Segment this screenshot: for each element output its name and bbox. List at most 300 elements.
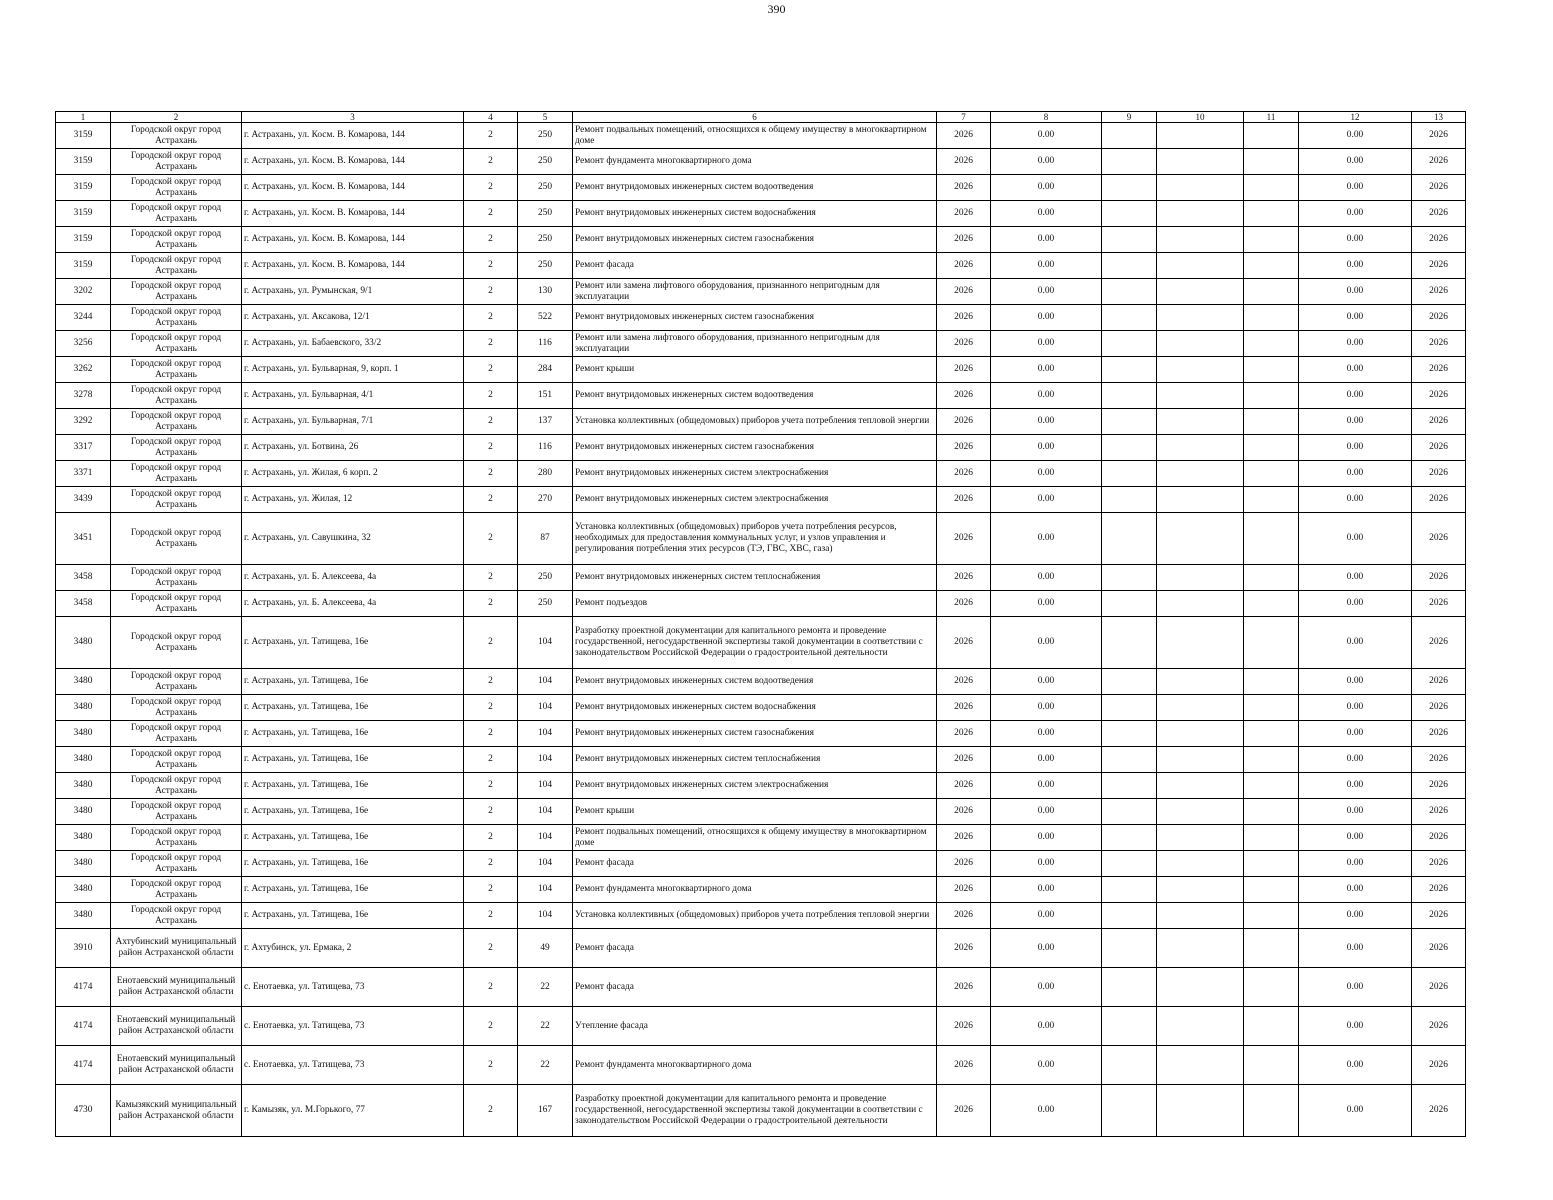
cell-col-4: 2 [464, 1046, 518, 1085]
cell-col-11 [1244, 851, 1299, 877]
cell-col-13: 2026 [1412, 721, 1466, 747]
cell-col-3: с. Енотаевка, ул. Татищева, 73 [242, 1007, 464, 1046]
table-row [56, 175, 1466, 201]
cell-col-2: Городской округ город Астрахань [111, 487, 242, 513]
cell-col-8: 0.00 [991, 695, 1102, 721]
cell-col-8: 0.00 [991, 1046, 1102, 1085]
cell-col-7: 2026 [937, 435, 991, 461]
cell-col-13: 2026 [1412, 305, 1466, 331]
cell-col-8: 0.00 [991, 968, 1102, 1007]
cell-col-1: 3262 [56, 357, 111, 383]
cell-col-7: 2026 [937, 227, 991, 253]
cell-col-8: 0.00 [991, 747, 1102, 773]
cell-col-8: 0.00 [991, 435, 1102, 461]
column-number-2: 2 [111, 112, 242, 123]
cell-col-10 [1157, 435, 1244, 461]
cell-col-8: 0.00 [991, 123, 1102, 149]
cell-col-12: 0.00 [1299, 305, 1412, 331]
cell-col-4: 2 [464, 825, 518, 851]
cell-col-11 [1244, 825, 1299, 851]
cell-col-8: 0.00 [991, 669, 1102, 695]
cell-col-10 [1157, 773, 1244, 799]
cell-col-8: 0.00 [991, 487, 1102, 513]
cell-col-2: Городской округ город Астрахань [111, 149, 242, 175]
cell-col-2: Городской округ город Астрахань [111, 383, 242, 409]
cell-col-7: 2026 [937, 201, 991, 227]
cell-col-11 [1244, 721, 1299, 747]
cell-col-1: 3159 [56, 175, 111, 201]
cell-col-9 [1102, 357, 1157, 383]
cell-col-5: 49 [518, 929, 573, 968]
cell-col-12: 0.00 [1299, 799, 1412, 825]
cell-col-4: 2 [464, 123, 518, 149]
cell-col-6: Ремонт внутридомовых инженерных систем теплоснабжения [573, 565, 937, 591]
cell-col-9 [1102, 409, 1157, 435]
cell-col-4: 2 [464, 331, 518, 357]
table-row [56, 617, 1466, 669]
table-row [56, 903, 1466, 929]
cell-col-9 [1102, 565, 1157, 591]
cell-col-12: 0.00 [1299, 968, 1412, 1007]
cell-col-12: 0.00 [1299, 747, 1412, 773]
cell-col-3: г. Астрахань, ул. Татищева, 16е [242, 799, 464, 825]
cell-col-5: 116 [518, 331, 573, 357]
cell-col-5: 270 [518, 487, 573, 513]
table-row [56, 695, 1466, 721]
cell-col-9 [1102, 175, 1157, 201]
table-row [56, 201, 1466, 227]
cell-col-12: 0.00 [1299, 357, 1412, 383]
cell-col-11 [1244, 747, 1299, 773]
cell-col-6: Ремонт крыши [573, 357, 937, 383]
column-number-7: 7 [937, 112, 991, 123]
cell-col-2: Городской округ город Астрахань [111, 123, 242, 149]
cell-col-7: 2026 [937, 877, 991, 903]
cell-col-10 [1157, 201, 1244, 227]
cell-col-10 [1157, 279, 1244, 305]
cell-col-4: 2 [464, 591, 518, 617]
cell-col-1: 3480 [56, 825, 111, 851]
cell-col-9 [1102, 1085, 1157, 1137]
cell-col-8: 0.00 [991, 773, 1102, 799]
cell-col-12: 0.00 [1299, 695, 1412, 721]
cell-col-6: Ремонт внутридомовых инженерных систем электроснабжения [573, 773, 937, 799]
cell-col-3: г. Астрахань, ул. Татищева, 16е [242, 825, 464, 851]
cell-col-9 [1102, 331, 1157, 357]
cell-col-4: 2 [464, 357, 518, 383]
cell-col-6: Ремонт внутридомовых инженерных систем электроснабжения [573, 487, 937, 513]
cell-col-5: 104 [518, 799, 573, 825]
cell-col-2: Городской округ город Астрахань [111, 201, 242, 227]
cell-col-1: 3371 [56, 461, 111, 487]
cell-col-6: Ремонт крыши [573, 799, 937, 825]
cell-col-10 [1157, 799, 1244, 825]
cell-col-1: 3159 [56, 253, 111, 279]
cell-col-1: 4730 [56, 1085, 111, 1137]
cell-col-1: 3480 [56, 903, 111, 929]
cell-col-1: 3292 [56, 409, 111, 435]
cell-col-11 [1244, 123, 1299, 149]
cell-col-2: Городской округ город Астрахань [111, 851, 242, 877]
table-row [56, 149, 1466, 175]
cell-col-11 [1244, 175, 1299, 201]
cell-col-7: 2026 [937, 799, 991, 825]
cell-col-11 [1244, 903, 1299, 929]
cell-col-1: 3458 [56, 591, 111, 617]
cell-col-11 [1244, 305, 1299, 331]
cell-col-9 [1102, 968, 1157, 1007]
cell-col-5: 137 [518, 409, 573, 435]
repair-program-table [55, 111, 1466, 1137]
table-row [56, 409, 1466, 435]
cell-col-13: 2026 [1412, 799, 1466, 825]
cell-col-6: Разработку проектной документации для капитального ремонта и проведение государственной, негосударственной экспертизы такой документации в соответствии с законодательством Российской Федерации о градостроительной деятельности [573, 1085, 937, 1137]
cell-col-13: 2026 [1412, 409, 1466, 435]
cell-col-10 [1157, 1046, 1244, 1085]
cell-col-13: 2026 [1412, 435, 1466, 461]
cell-col-8: 0.00 [991, 825, 1102, 851]
cell-col-13: 2026 [1412, 877, 1466, 903]
cell-col-4: 2 [464, 799, 518, 825]
cell-col-11 [1244, 669, 1299, 695]
cell-col-11 [1244, 331, 1299, 357]
cell-col-4: 2 [464, 565, 518, 591]
cell-col-9 [1102, 149, 1157, 175]
cell-col-5: 250 [518, 201, 573, 227]
cell-col-5: 280 [518, 461, 573, 487]
cell-col-7: 2026 [937, 565, 991, 591]
cell-col-12: 0.00 [1299, 409, 1412, 435]
cell-col-12: 0.00 [1299, 279, 1412, 305]
cell-col-8: 0.00 [991, 279, 1102, 305]
cell-col-8: 0.00 [991, 253, 1102, 279]
cell-col-13: 2026 [1412, 1007, 1466, 1046]
cell-col-9 [1102, 435, 1157, 461]
column-number-12: 12 [1299, 112, 1412, 123]
cell-col-2: Городской округ город Астрахань [111, 825, 242, 851]
cell-col-11 [1244, 149, 1299, 175]
cell-col-9 [1102, 851, 1157, 877]
column-number-row [56, 112, 1466, 123]
cell-col-11 [1244, 1046, 1299, 1085]
cell-col-13: 2026 [1412, 227, 1466, 253]
cell-col-7: 2026 [937, 747, 991, 773]
cell-col-5: 104 [518, 747, 573, 773]
column-number-3: 3 [242, 112, 464, 123]
cell-col-12: 0.00 [1299, 929, 1412, 968]
cell-col-12: 0.00 [1299, 123, 1412, 149]
cell-col-2: Городской округ город Астрахань [111, 305, 242, 331]
cell-col-9 [1102, 487, 1157, 513]
cell-col-13: 2026 [1412, 1046, 1466, 1085]
cell-col-11 [1244, 799, 1299, 825]
cell-col-12: 0.00 [1299, 721, 1412, 747]
cell-col-3: г. Ахтубинск, ул. Ермака, 2 [242, 929, 464, 968]
page-number: 390 [767, 2, 786, 16]
cell-col-3: г. Камызяк, ул. М.Горького, 77 [242, 1085, 464, 1137]
cell-col-1: 3480 [56, 721, 111, 747]
cell-col-13: 2026 [1412, 201, 1466, 227]
cell-col-8: 0.00 [991, 513, 1102, 565]
cell-col-4: 2 [464, 409, 518, 435]
cell-col-13: 2026 [1412, 747, 1466, 773]
cell-col-11 [1244, 279, 1299, 305]
cell-col-9 [1102, 695, 1157, 721]
cell-col-8: 0.00 [991, 331, 1102, 357]
cell-col-4: 2 [464, 383, 518, 409]
cell-col-2: Городской округ город Астрахань [111, 747, 242, 773]
cell-col-7: 2026 [937, 1007, 991, 1046]
cell-col-2: Городской округ город Астрахань [111, 331, 242, 357]
column-number-6: 6 [573, 112, 937, 123]
cell-col-11 [1244, 513, 1299, 565]
cell-col-2: Енотаевский муниципальный район Астраханской области [111, 968, 242, 1007]
cell-col-7: 2026 [937, 409, 991, 435]
cell-col-13: 2026 [1412, 903, 1466, 929]
cell-col-7: 2026 [937, 175, 991, 201]
column-number-8: 8 [991, 112, 1102, 123]
cell-col-12: 0.00 [1299, 565, 1412, 591]
table-row [56, 591, 1466, 617]
cell-col-9 [1102, 279, 1157, 305]
cell-col-6: Ремонт подъездов [573, 591, 937, 617]
cell-col-2: Городской округ город Астрахань [111, 227, 242, 253]
cell-col-5: 104 [518, 721, 573, 747]
cell-col-9 [1102, 1046, 1157, 1085]
cell-col-9 [1102, 669, 1157, 695]
cell-col-6: Ремонт внутридомовых инженерных систем газоснабжения [573, 227, 937, 253]
cell-col-13: 2026 [1412, 825, 1466, 851]
cell-col-6: Ремонт фундамента многоквартирного дома [573, 877, 937, 903]
cell-col-12: 0.00 [1299, 253, 1412, 279]
cell-col-2: Городской округ город Астрахань [111, 669, 242, 695]
cell-col-8: 0.00 [991, 591, 1102, 617]
cell-col-9 [1102, 383, 1157, 409]
cell-col-2: Городской округ город Астрахань [111, 773, 242, 799]
cell-col-9 [1102, 773, 1157, 799]
cell-col-2: Городской округ город Астрахань [111, 279, 242, 305]
cell-col-6: Установка коллективных (общедомовых) приборов учета потребления тепловой энергии [573, 903, 937, 929]
cell-col-8: 0.00 [991, 877, 1102, 903]
cell-col-13: 2026 [1412, 175, 1466, 201]
cell-col-13: 2026 [1412, 253, 1466, 279]
cell-col-3: г. Астрахань, ул. Татищева, 16е [242, 669, 464, 695]
cell-col-11 [1244, 461, 1299, 487]
cell-col-3: г. Астрахань, ул. Косм. В. Комарова, 144 [242, 201, 464, 227]
cell-col-5: 87 [518, 513, 573, 565]
cell-col-9 [1102, 253, 1157, 279]
cell-col-12: 0.00 [1299, 591, 1412, 617]
cell-col-8: 0.00 [991, 1007, 1102, 1046]
cell-col-9 [1102, 305, 1157, 331]
cell-col-5: 104 [518, 617, 573, 669]
cell-col-11 [1244, 201, 1299, 227]
cell-col-7: 2026 [937, 851, 991, 877]
cell-col-5: 22 [518, 968, 573, 1007]
cell-col-12: 0.00 [1299, 1085, 1412, 1137]
cell-col-13: 2026 [1412, 773, 1466, 799]
table-row [56, 1046, 1466, 1085]
cell-col-4: 2 [464, 175, 518, 201]
cell-col-10 [1157, 305, 1244, 331]
cell-col-1: 3910 [56, 929, 111, 968]
table-row [56, 279, 1466, 305]
cell-col-11 [1244, 565, 1299, 591]
cell-col-5: 250 [518, 175, 573, 201]
table-row [56, 383, 1466, 409]
cell-col-6: Ремонт фундамента многоквартирного дома [573, 149, 937, 175]
cell-col-3: г. Астрахань, ул. Татищева, 16е [242, 773, 464, 799]
table-row [56, 227, 1466, 253]
cell-col-12: 0.00 [1299, 877, 1412, 903]
cell-col-2: Енотаевский муниципальный район Астраханской области [111, 1046, 242, 1085]
cell-col-5: 104 [518, 877, 573, 903]
cell-col-4: 2 [464, 929, 518, 968]
column-number-11: 11 [1244, 112, 1299, 123]
cell-col-6: Разработку проектной документации для капитального ремонта и проведение государственной, негосударственной экспертизы такой документации в соответствии с законодательством Российской Федерации о градостроительной деятельности [573, 617, 937, 669]
cell-col-2: Городской округ город Астрахань [111, 253, 242, 279]
cell-col-4: 2 [464, 435, 518, 461]
cell-col-5: 250 [518, 591, 573, 617]
cell-col-4: 2 [464, 227, 518, 253]
cell-col-1: 3159 [56, 123, 111, 149]
cell-col-12: 0.00 [1299, 435, 1412, 461]
cell-col-7: 2026 [937, 461, 991, 487]
cell-col-2: Городской округ город Астрахань [111, 565, 242, 591]
cell-col-1: 3202 [56, 279, 111, 305]
cell-col-11 [1244, 357, 1299, 383]
cell-col-2: Городской округ город Астрахань [111, 903, 242, 929]
cell-col-11 [1244, 695, 1299, 721]
cell-col-10 [1157, 513, 1244, 565]
cell-col-6: Ремонт или замена лифтового оборудования, признанного непригодным для эксплуатации [573, 331, 937, 357]
cell-col-6: Ремонт внутридомовых инженерных систем водоотведения [573, 383, 937, 409]
table-row [56, 513, 1466, 565]
cell-col-1: 3480 [56, 747, 111, 773]
cell-col-4: 2 [464, 149, 518, 175]
cell-col-4: 2 [464, 695, 518, 721]
cell-col-8: 0.00 [991, 305, 1102, 331]
table-row [56, 253, 1466, 279]
cell-col-13: 2026 [1412, 1085, 1466, 1137]
cell-col-1: 3480 [56, 799, 111, 825]
cell-col-1: 3480 [56, 669, 111, 695]
cell-col-10 [1157, 149, 1244, 175]
cell-col-1: 3159 [56, 201, 111, 227]
cell-col-3: г. Астрахань, ул. Татищева, 16е [242, 617, 464, 669]
cell-col-13: 2026 [1412, 669, 1466, 695]
cell-col-10 [1157, 383, 1244, 409]
cell-col-7: 2026 [937, 383, 991, 409]
cell-col-10 [1157, 617, 1244, 669]
cell-col-9 [1102, 591, 1157, 617]
cell-col-8: 0.00 [991, 383, 1102, 409]
cell-col-8: 0.00 [991, 357, 1102, 383]
cell-col-2: Городской округ город Астрахань [111, 513, 242, 565]
cell-col-3: г. Астрахань, ул. Бабаевского, 33/2 [242, 331, 464, 357]
cell-col-8: 0.00 [991, 617, 1102, 669]
cell-col-6: Ремонт подвальных помещений, относящихся к общему имуществу в многоквартирном доме [573, 825, 937, 851]
cell-col-1: 4174 [56, 1046, 111, 1085]
cell-col-12: 0.00 [1299, 1046, 1412, 1085]
cell-col-5: 22 [518, 1046, 573, 1085]
cell-col-1: 3256 [56, 331, 111, 357]
cell-col-10 [1157, 409, 1244, 435]
cell-col-9 [1102, 461, 1157, 487]
cell-col-8: 0.00 [991, 721, 1102, 747]
cell-col-3: г. Астрахань, ул. Татищева, 16е [242, 877, 464, 903]
table-row [56, 435, 1466, 461]
cell-col-4: 2 [464, 968, 518, 1007]
cell-col-1: 4174 [56, 1007, 111, 1046]
cell-col-8: 0.00 [991, 565, 1102, 591]
cell-col-10 [1157, 253, 1244, 279]
cell-col-5: 104 [518, 851, 573, 877]
cell-col-5: 104 [518, 695, 573, 721]
cell-col-10 [1157, 1085, 1244, 1137]
cell-col-3: г. Астрахань, ул. Косм. В. Комарова, 144 [242, 123, 464, 149]
cell-col-2: Городской округ город Астрахань [111, 721, 242, 747]
table-row [56, 721, 1466, 747]
cell-col-11 [1244, 409, 1299, 435]
cell-col-9 [1102, 929, 1157, 968]
cell-col-1: 3480 [56, 773, 111, 799]
cell-col-7: 2026 [937, 591, 991, 617]
cell-col-6: Ремонт фасада [573, 851, 937, 877]
cell-col-3: г. Астрахань, ул. Б. Алексеева, 4а [242, 565, 464, 591]
cell-col-3: г. Астрахань, ул. Бульварная, 9, корп. 1 [242, 357, 464, 383]
cell-col-4: 2 [464, 461, 518, 487]
cell-col-7: 2026 [937, 929, 991, 968]
table-row [56, 357, 1466, 383]
cell-col-11 [1244, 253, 1299, 279]
cell-col-9 [1102, 123, 1157, 149]
cell-col-13: 2026 [1412, 331, 1466, 357]
cell-col-10 [1157, 227, 1244, 253]
cell-col-7: 2026 [937, 669, 991, 695]
cell-col-11 [1244, 227, 1299, 253]
cell-col-7: 2026 [937, 149, 991, 175]
cell-col-5: 167 [518, 1085, 573, 1137]
cell-col-12: 0.00 [1299, 383, 1412, 409]
cell-col-2: Городской округ город Астрахань [111, 617, 242, 669]
cell-col-10 [1157, 968, 1244, 1007]
cell-col-10 [1157, 487, 1244, 513]
cell-col-8: 0.00 [991, 201, 1102, 227]
cell-col-12: 0.00 [1299, 825, 1412, 851]
cell-col-5: 522 [518, 305, 573, 331]
cell-col-9 [1102, 1007, 1157, 1046]
cell-col-2: Городской округ город Астрахань [111, 799, 242, 825]
cell-col-11 [1244, 591, 1299, 617]
table-row [56, 1085, 1466, 1137]
cell-col-2: Городской округ город Астрахань [111, 357, 242, 383]
cell-col-4: 2 [464, 201, 518, 227]
cell-col-13: 2026 [1412, 565, 1466, 591]
cell-col-10 [1157, 123, 1244, 149]
cell-col-3: г. Астрахань, ул. Косм. В. Комарова, 144 [242, 149, 464, 175]
cell-col-3: г. Астрахань, ул. Жилая, 12 [242, 487, 464, 513]
cell-col-4: 2 [464, 253, 518, 279]
cell-col-11 [1244, 773, 1299, 799]
cell-col-13: 2026 [1412, 929, 1466, 968]
cell-col-2: Городской округ город Астрахань [111, 877, 242, 903]
column-number-1: 1 [56, 112, 111, 123]
cell-col-9 [1102, 513, 1157, 565]
cell-col-13: 2026 [1412, 617, 1466, 669]
cell-col-8: 0.00 [991, 851, 1102, 877]
cell-col-10 [1157, 591, 1244, 617]
